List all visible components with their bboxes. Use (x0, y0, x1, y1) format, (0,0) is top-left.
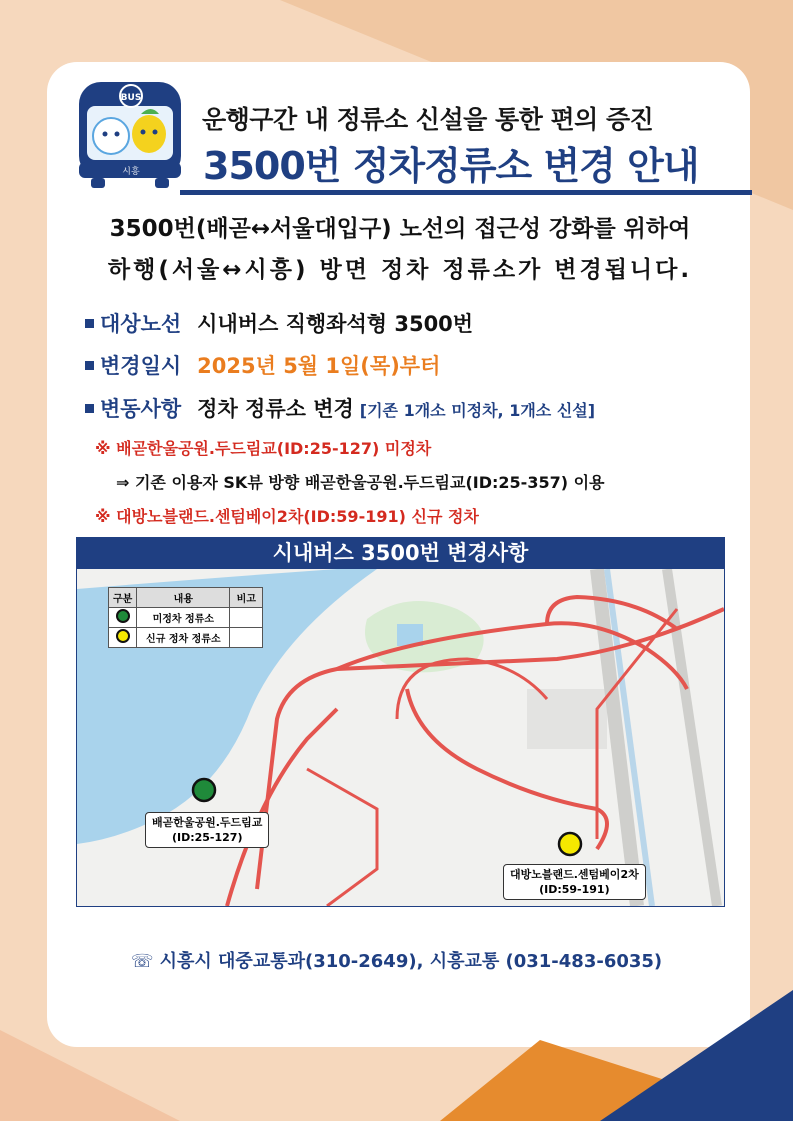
logo-brand-text: 시흥 (122, 167, 140, 177)
change-label: 변동사항 (100, 397, 182, 421)
mascot-bus-logo (75, 80, 185, 190)
intro-line-1: 3500번(배곧↔서울대입구) 노선의 접근성 강화를 위하여 (109, 216, 691, 242)
route-row (85, 308, 473, 338)
removed-stop-callout (145, 812, 269, 848)
intro-line-2: 하행(서울↔시흥) 방면 정차 정류소가 변경됩니다. (107, 257, 693, 283)
date-label: 변경일시 (100, 354, 182, 378)
removed-stop-note: ※ 배곧한울공원.두드림교(ID:25-127) 미정차 (95, 439, 432, 458)
legend-header-content: 내용 (137, 588, 230, 608)
date-value: 2025년 5월 1일(목)부터 (197, 354, 441, 378)
added-stop-callout (503, 864, 646, 900)
logo-bus-text: BUS (120, 93, 142, 103)
added-stop-note: ※ 대방노블랜드.센텀베이2차(ID:59-191) 신규 정차 (95, 507, 479, 526)
route-map (76, 537, 725, 907)
green-circle-icon (114, 608, 132, 624)
removed-stop-id: (ID:25-127) (171, 831, 243, 844)
page-title: 3500번 정차정류소 변경 안내 (203, 144, 699, 188)
legend-header-type: 구분 (109, 588, 137, 608)
square-bullet-icon (85, 319, 94, 328)
removed-stop-marker (193, 779, 215, 801)
removed-stop-name: 배곧한울공원.두드림교 (152, 816, 263, 829)
legend-row-added: 신규 정차 정류소 (137, 628, 230, 648)
legend-header-remark: 비고 (230, 588, 263, 608)
map-legend (108, 587, 263, 648)
alternative-stop-note: ⇒ 기존 이용자 SK뷰 방향 배곧한울공원.두드림교(ID:25-357) 이용 (116, 473, 605, 492)
route-value: 시내버스 직행좌석형 3500번 (197, 312, 474, 336)
square-bullet-icon (85, 361, 94, 370)
map-heading: 시내버스 3500번 변경사항 (77, 538, 724, 569)
subtitle: 운행구간 내 정류소 신설을 통한 편의 증진 (202, 105, 654, 134)
change-value: 정차 정류소 변경 (197, 397, 354, 421)
added-stop-id: (ID:59-191) (539, 883, 610, 896)
change-row (85, 393, 595, 423)
change-note: [기존 1개소 미정차, 1개소 신설] (359, 401, 596, 420)
added-stop-marker (559, 833, 581, 855)
square-bullet-icon (85, 404, 94, 413)
yellow-circle-icon (114, 628, 132, 644)
route-label: 대상노선 (100, 312, 182, 336)
contact-info: ☏ 시흥시 대중교통과(310-2649), 시흥교통 (031-483-6035) (130, 951, 663, 972)
title-underline (180, 190, 752, 195)
added-stop-name: 대방노블랜드.센텀베이2차 (510, 868, 639, 881)
legend-row-removed: 미정차 정류소 (137, 608, 230, 628)
date-row (85, 350, 440, 380)
